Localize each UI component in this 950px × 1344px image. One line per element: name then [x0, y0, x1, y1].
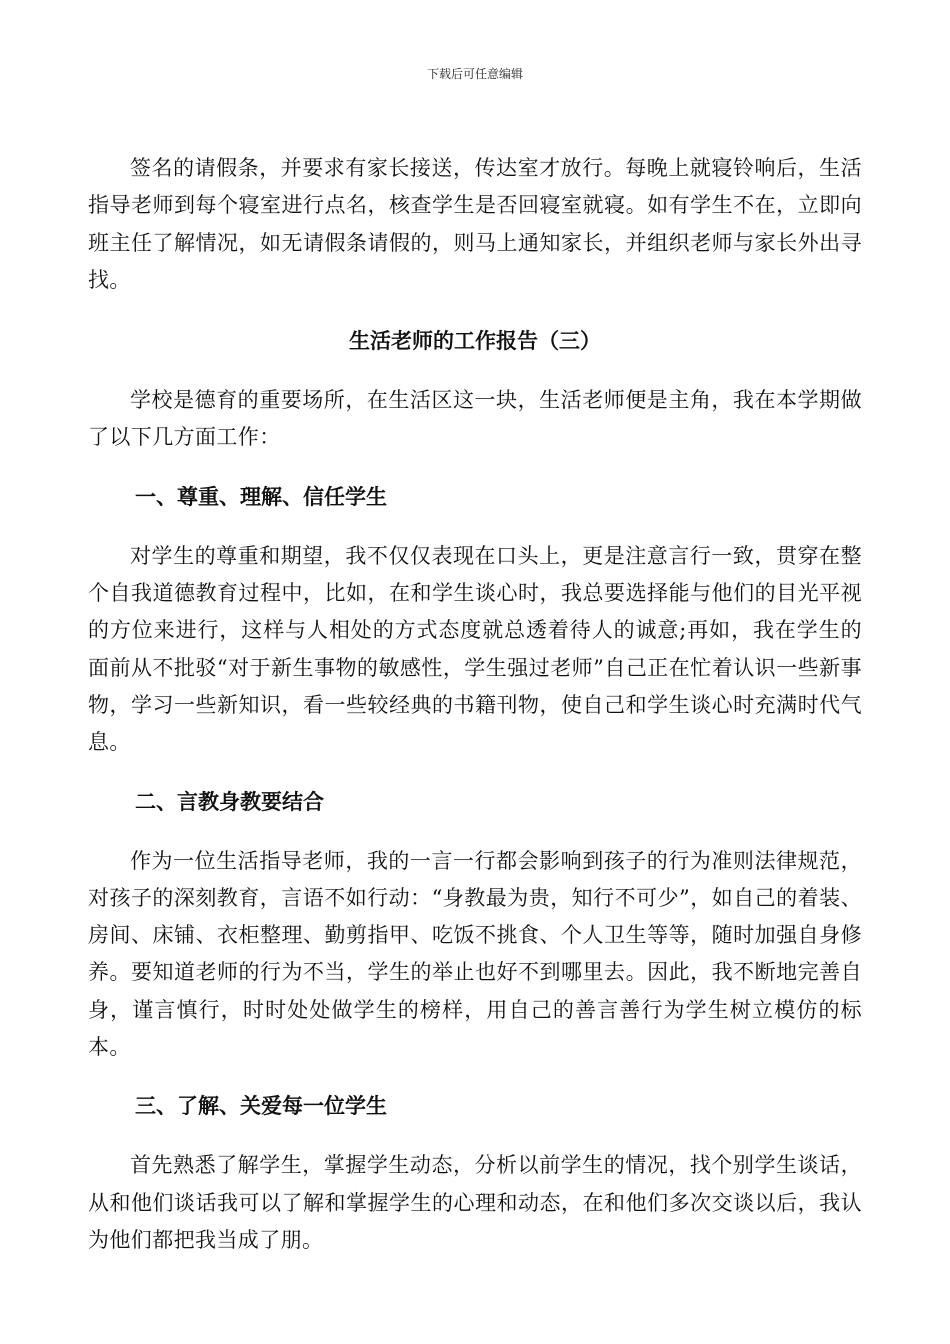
spacer: [88, 762, 862, 784]
spacer: [88, 1066, 862, 1088]
document-title: 生活老师的工作报告（三）: [349, 329, 601, 354]
opening-paragraph: 学校是德育的重要场所，在生活区这一块，生活老师便是主角，我在本学期做了以下几方面工作：: [88, 388, 862, 450]
section-paragraph-2: 作为一位生活指导老师，我的一言一行都会影响到孩子的行为准则法律规范，对孩子的深刻教育，言语不如行动：“身教最为贵，知行不可少”，如自己的着装、房间、床铺、衣柜整理、勤剪指甲、吃饭不挑食、个人卫生等等，随时加强自身修养。要知道老师的行为不当，学生的举止也好不到哪里去。因此，我不断地完善自身，谨言慎行，时时处处做学生的榜样，用自己的善言善行为学生树立模仿的标本。: [88, 848, 862, 1060]
section-heading-3: 三、了解、关爱每一位学生: [135, 1094, 387, 1119]
spacer: [88, 360, 862, 382]
section-paragraph-1: 对学生的尊重和期望，我不仅仅表现在口头上，更是注意言行一致，贯穿在整个自我道德教育过程中，比如，在和学生谈心时，我总要选择能与他们的目光平视的方位来进行，这样与人相处的方式态度就总透着待人的诚意;再如，我在学生的面前从不批驳“对于新生事物的敏感性，学生强过老师”自己正在忙着认识一些新事物，学习一些新知识，看一些较经典的书籍刊物，使自己和学生谈心时充满时代气息。: [88, 543, 862, 755]
spacer: [88, 299, 862, 323]
document-body: [88, 150, 862, 1259]
spacer: [88, 457, 862, 479]
page-header-note: 下载后可任意编辑: [426, 67, 523, 81]
section-heading-1: 一、尊重、理解、信任学生: [135, 484, 387, 509]
spacer: [88, 1125, 862, 1147]
section-heading-2: 二、言教身教要结合: [135, 789, 324, 814]
intro-paragraph: 签名的请假条，并要求有家长接送，传达室才放行。每晚上就寝铃响后，生活指导老师到每个寝室进行点名，核查学生是否回寝室就寝。如有学生不在，立即向班主任了解情况，如无请假条请假的，则马上通知家长，并组织老师与家长外出寻找。: [88, 156, 862, 292]
section-paragraph-3: 首先熟悉了解学生，掌握学生动态，分析以前学生的情况，找个别学生谈话，从和他们谈话我可以了解和掌握学生的心理和动态，在和他们多次交谈以后，我认为他们都把我当成了朋。: [88, 1153, 862, 1252]
spacer: [88, 821, 862, 843]
spacer: [88, 516, 862, 538]
